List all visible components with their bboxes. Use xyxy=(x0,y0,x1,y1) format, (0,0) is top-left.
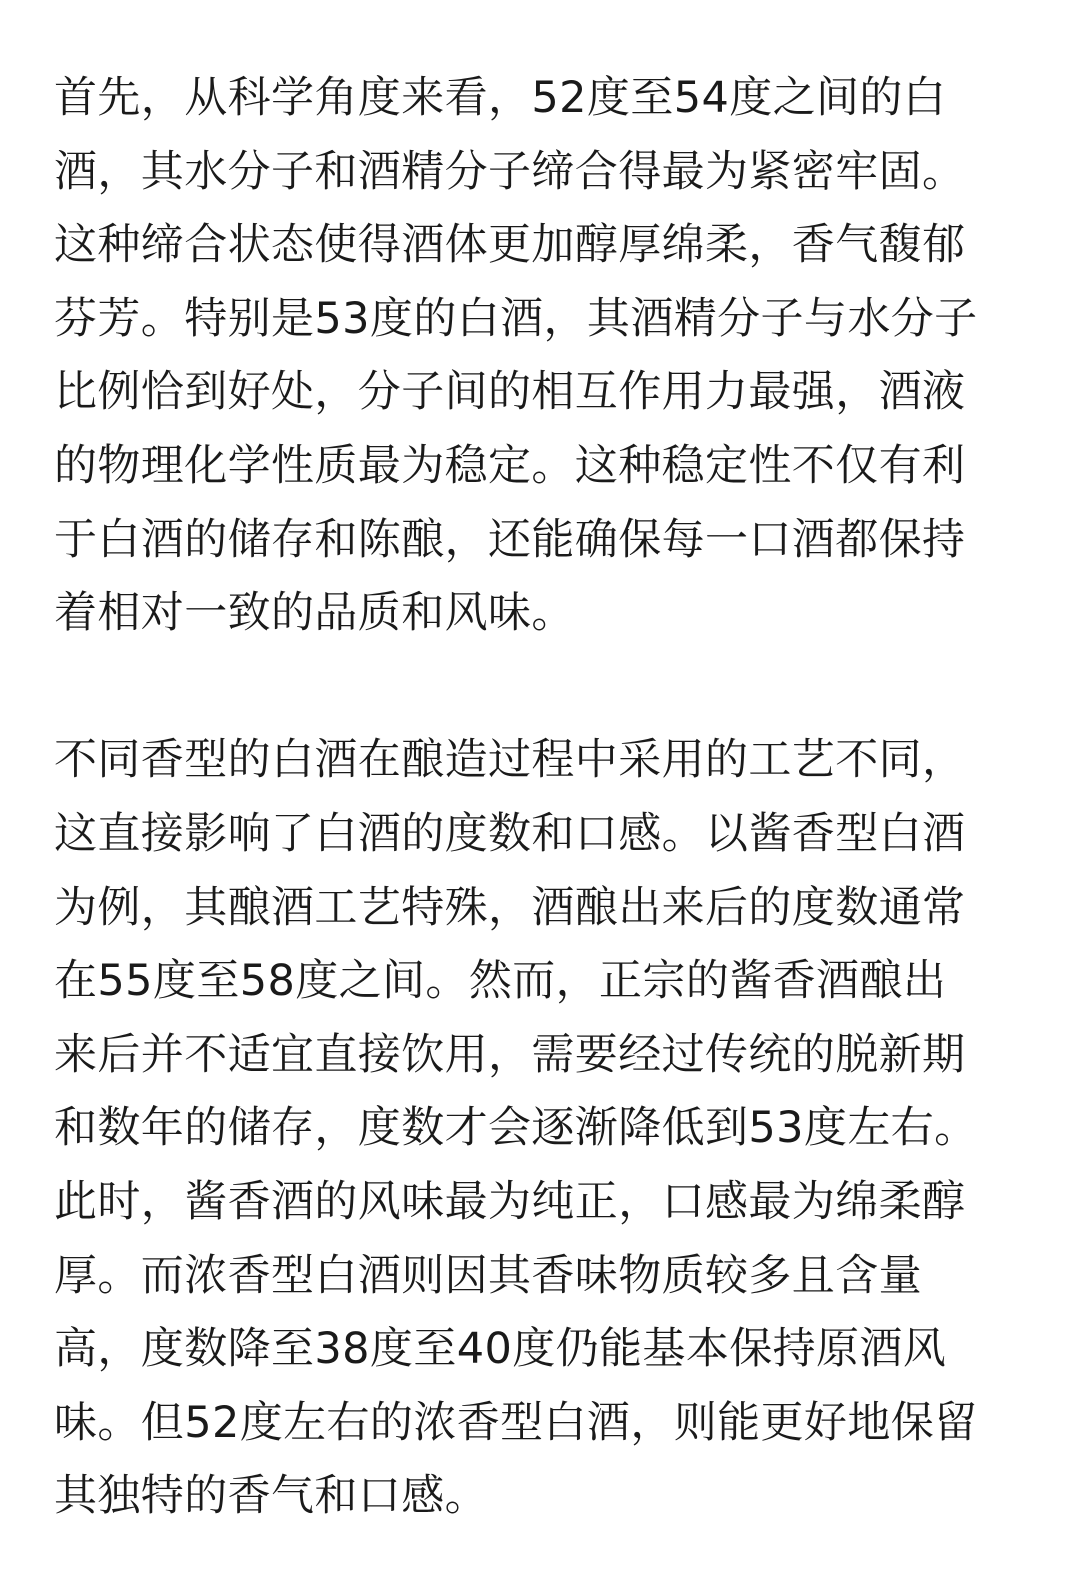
text-line: 这直接影响了白酒的度数和口感。以酱香型白酒 xyxy=(54,808,966,859)
text-line: 不同香型的白酒在酿造过程中采用的工艺不同， xyxy=(54,735,966,786)
text-line: 为例，其酿酒工艺特殊，酒酿出来后的度数通常 xyxy=(54,882,966,933)
text-line: 此时，酱香酒的风味最为纯正，口感最为绵柔醇 xyxy=(54,1176,966,1227)
text-line: 其独特的香气和口感。 xyxy=(54,1471,488,1522)
paragraph-2 xyxy=(54,724,1026,1534)
paragraph-1 xyxy=(54,62,1026,651)
text-line: 味。但52度左右的浓香型白酒，则能更好地保留 xyxy=(54,1397,978,1448)
text-line: 厚。而浓香型白酒则因其香味物质较多且含量 xyxy=(54,1250,922,1301)
text-line: 首先，从科学角度来看，52度至54度之间的白 xyxy=(54,73,947,123)
text-line: 酒，其水分子和酒精分子缔合得最为紧密牢固。 xyxy=(54,146,966,197)
text-line: 这种缔合状态使得酒体更加醇厚绵柔，香气馥郁 xyxy=(54,220,966,271)
text-line: 高，度数降至38度至40度仍能基本保持原酒风 xyxy=(54,1324,947,1375)
article-body xyxy=(54,62,1026,1534)
paragraph-spacer xyxy=(54,651,1026,725)
text-line: 的物理化学性质最为稳定。这种稳定性不仅有利 xyxy=(54,440,966,491)
text-line: 比例恰到好处，分子间的相互作用力最强，酒液 xyxy=(54,367,966,418)
text-line: 于白酒的储存和陈酿，还能确保每一口酒都保持 xyxy=(54,514,966,565)
text-line: 着相对一致的品质和风味。 xyxy=(54,588,575,639)
text-line: 芬芳。特别是53度的白酒，其酒精分子与水分子 xyxy=(54,293,978,344)
text-line: 来后并不适宜直接饮用，需要经过传统的脱新期 xyxy=(54,1029,966,1080)
text-line: 在55度至58度之间。然而，正宗的酱香酒酿出 xyxy=(54,956,947,1007)
text-line: 和数年的储存，度数才会逐渐降低到53度左右。 xyxy=(54,1103,978,1154)
